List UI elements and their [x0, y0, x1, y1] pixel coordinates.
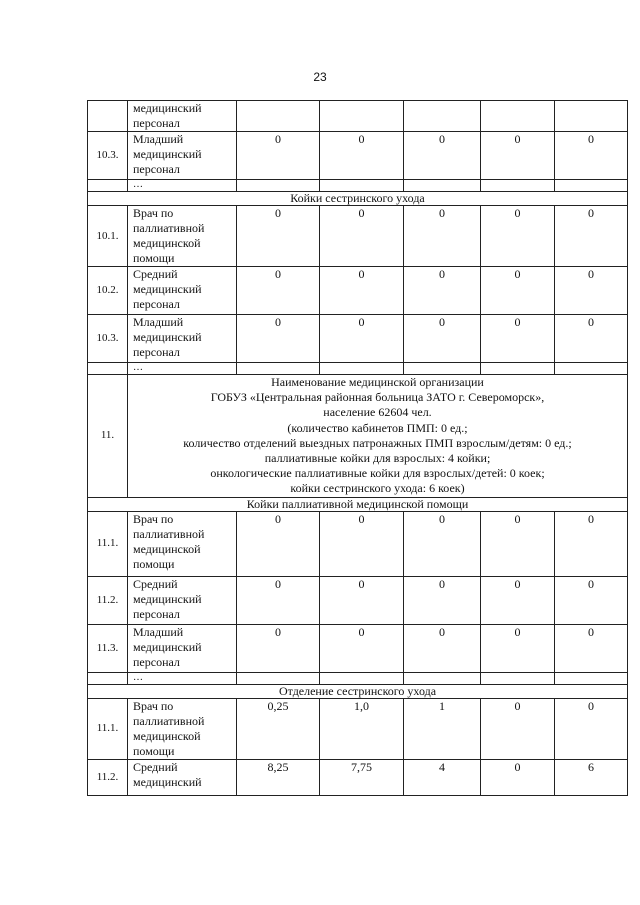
- staff-value: 0: [237, 511, 320, 576]
- empty-cell: [320, 672, 404, 684]
- staff-value: 0: [320, 267, 404, 315]
- table-row: [88, 759, 628, 795]
- row-number: 10.3.: [88, 132, 128, 180]
- staff-category: Врач по паллиативной медицинской помощи: [128, 698, 237, 759]
- staff-value: [404, 101, 481, 132]
- staff-value: 4: [404, 759, 481, 795]
- organization-line: количество отделений выездных патронажных ПМП взрослым/детям: 0 ед.;: [183, 435, 572, 450]
- staff-value: [555, 101, 628, 132]
- table-row: [88, 132, 628, 180]
- staff-value: 0: [555, 132, 628, 180]
- staff-category: медицинский персонал: [128, 101, 237, 132]
- empty-cell: [88, 363, 128, 375]
- section-header-row: [88, 684, 628, 698]
- staff-category: Младший медицинский персонал: [128, 132, 237, 180]
- staffing-table: [87, 100, 628, 796]
- staff-value: 0: [237, 315, 320, 363]
- staff-value: 0: [320, 132, 404, 180]
- staff-value: 0: [404, 267, 481, 315]
- staff-value: 7,75: [320, 759, 404, 795]
- staff-category: Младший медицинский персонал: [128, 624, 237, 672]
- table-row: [88, 511, 628, 576]
- staff-value: 0: [555, 511, 628, 576]
- section-title: Койки паллиативной медицинской помощи: [88, 497, 628, 511]
- staff-value: 0: [320, 315, 404, 363]
- empty-cell: [481, 672, 555, 684]
- staff-value: 0: [404, 576, 481, 624]
- staff-category: Средний медицинский персонал: [128, 267, 237, 315]
- staff-value: 0: [404, 132, 481, 180]
- staff-value: 0: [237, 624, 320, 672]
- row-number: 10.1.: [88, 206, 128, 267]
- organization-line: (количество кабинетов ПМП: 0 ед.;: [287, 420, 468, 435]
- staff-value: 0: [404, 511, 481, 576]
- staffing-table-wrapper: [87, 100, 627, 796]
- staff-value: 0: [555, 576, 628, 624]
- row-number: 11.3.: [88, 624, 128, 672]
- organization-line: Наименование медицинской организации: [271, 375, 484, 389]
- table-row: [88, 698, 628, 759]
- empty-cell: [555, 180, 628, 192]
- staff-value: [237, 101, 320, 132]
- ellipsis-cell: …: [128, 180, 237, 192]
- staff-value: 6: [555, 759, 628, 795]
- staff-value: 0,25: [237, 698, 320, 759]
- organization-line: население 62604 чел.: [323, 405, 432, 420]
- empty-cell: [481, 180, 555, 192]
- staff-value: 0: [555, 267, 628, 315]
- row-number: 11.: [88, 375, 128, 498]
- empty-cell: [404, 363, 481, 375]
- empty-cell: [404, 672, 481, 684]
- staff-value: 0: [481, 315, 555, 363]
- staff-value: 0: [320, 206, 404, 267]
- staff-value: 0: [404, 206, 481, 267]
- staff-value: 0: [555, 624, 628, 672]
- table-row: [88, 101, 628, 132]
- staff-value: 8,25: [237, 759, 320, 795]
- empty-cell: [88, 180, 128, 192]
- empty-cell: [481, 363, 555, 375]
- section-header-row: [88, 192, 628, 206]
- staff-value: 0: [481, 759, 555, 795]
- ellipsis-row: [88, 672, 628, 684]
- staff-value: 0: [481, 132, 555, 180]
- staff-value: 0: [481, 624, 555, 672]
- staff-value: 0: [320, 576, 404, 624]
- section-header-row: [88, 497, 628, 511]
- staff-category: Врач по паллиативной медицинской помощи: [128, 511, 237, 576]
- ellipsis-row: [88, 180, 628, 192]
- row-number: 10.3.: [88, 315, 128, 363]
- empty-cell: [88, 672, 128, 684]
- ellipsis-cell: …: [128, 363, 237, 375]
- row-number: 10.2.: [88, 267, 128, 315]
- staff-value: 0: [237, 576, 320, 624]
- empty-cell: [320, 363, 404, 375]
- staff-category: Врач по паллиативной медицинской помощи: [128, 206, 237, 267]
- staff-value: 1,0: [320, 698, 404, 759]
- staff-value: 0: [481, 267, 555, 315]
- row-number: 11.1.: [88, 511, 128, 576]
- row-number: [88, 101, 128, 132]
- table-row: [88, 576, 628, 624]
- ellipsis-row: [88, 363, 628, 375]
- staff-category: Младший медицинский персонал: [128, 315, 237, 363]
- empty-cell: [320, 180, 404, 192]
- table-row: [88, 206, 628, 267]
- empty-cell: [237, 363, 320, 375]
- table-row: [88, 267, 628, 315]
- organization-line: паллиативные койки для взрослых: 4 койки;: [264, 451, 491, 466]
- empty-cell: [237, 180, 320, 192]
- staff-value: [481, 101, 555, 132]
- table-row: [88, 624, 628, 672]
- empty-cell: [237, 672, 320, 684]
- section-title: Койки сестринского ухода: [88, 192, 628, 206]
- staff-value: [320, 101, 404, 132]
- staff-value: 0: [481, 698, 555, 759]
- empty-cell: [555, 672, 628, 684]
- staff-value: 0: [555, 315, 628, 363]
- organization-row: [88, 375, 628, 498]
- row-number: 11.2.: [88, 759, 128, 795]
- staff-value: 0: [555, 698, 628, 759]
- staff-value: 0: [481, 576, 555, 624]
- table-body: [88, 101, 628, 796]
- organization-line: ГОБУЗ «Центральная районная больница ЗАТО г. Североморск»,: [210, 390, 545, 405]
- row-number: 11.2.: [88, 576, 128, 624]
- staff-value: 0: [404, 315, 481, 363]
- row-number: 11.1.: [88, 698, 128, 759]
- ellipsis-cell: …: [128, 672, 237, 684]
- staff-value: 0: [237, 267, 320, 315]
- organization-line: койки сестринского ухода: 6 коек): [290, 481, 465, 496]
- staff-value: 0: [481, 206, 555, 267]
- staff-value: 0: [237, 132, 320, 180]
- staff-value: 0: [320, 511, 404, 576]
- section-title: Отделение сестринского ухода: [88, 684, 628, 698]
- empty-cell: [555, 363, 628, 375]
- organization-line: онкологические паллиативные койки для взрослых/детей: 0 коек;: [210, 466, 545, 481]
- table-row: [88, 315, 628, 363]
- staff-value: 0: [320, 624, 404, 672]
- staff-value: 1: [404, 698, 481, 759]
- staff-category: Средний медицинский персонал: [128, 576, 237, 624]
- staff-value: 0: [555, 206, 628, 267]
- staff-value: 0: [404, 624, 481, 672]
- staff-value: 0: [481, 511, 555, 576]
- staff-category: Средний медицинский: [128, 759, 237, 795]
- staff-value: 0: [237, 206, 320, 267]
- organization-description: [128, 375, 628, 498]
- empty-cell: [404, 180, 481, 192]
- page-number: 23: [313, 70, 327, 84]
